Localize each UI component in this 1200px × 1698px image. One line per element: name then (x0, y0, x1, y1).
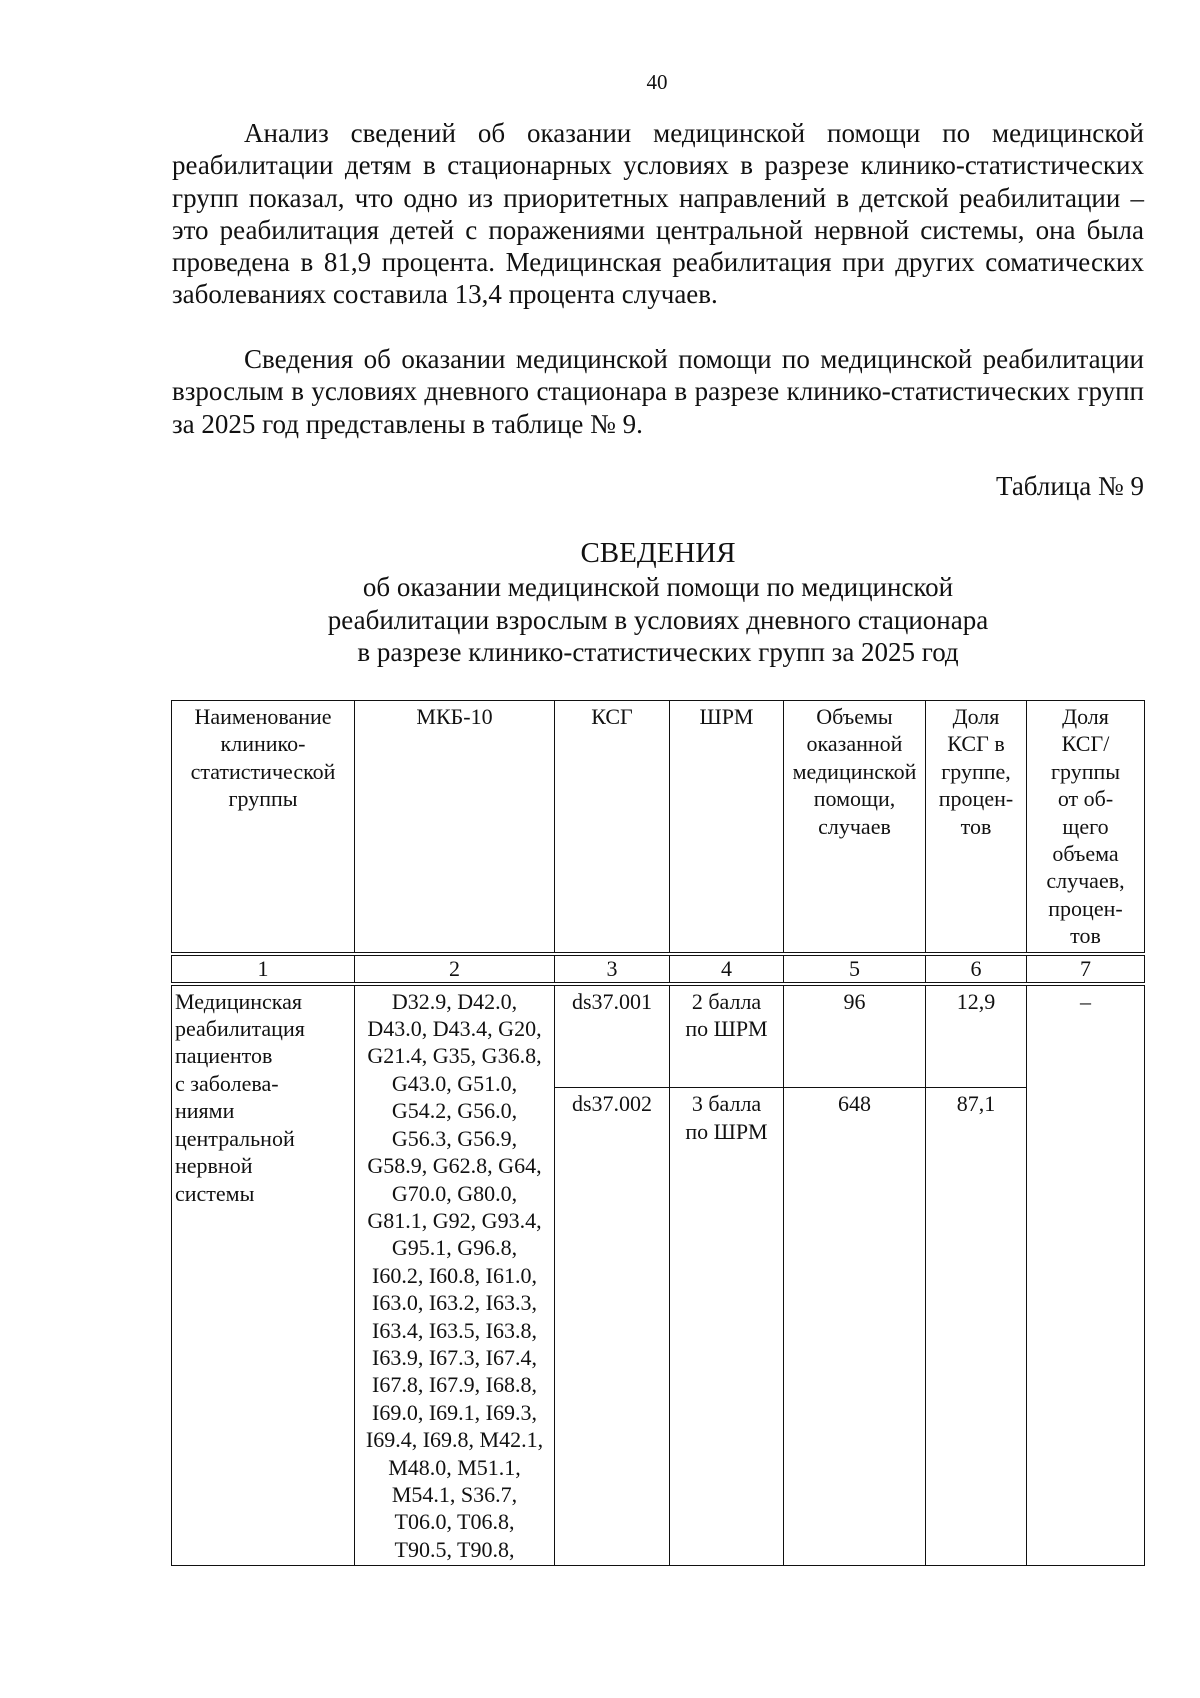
column-number: 5 (784, 954, 926, 984)
header-line: процен- (1048, 895, 1123, 921)
column-number: 2 (355, 954, 555, 984)
mkb-code-line: G21.4, G35, G36.8, (367, 1043, 542, 1069)
header-line: МКБ-10 (416, 704, 493, 729)
volume-cell: 648 (784, 1088, 926, 1566)
ksg-cell: ds37.002 (555, 1088, 670, 1566)
header-line: группы (228, 786, 298, 812)
share-in-group-cell: 12,9 (926, 984, 1027, 1088)
table-row (172, 984, 1145, 1088)
table-label: Таблица № 9 (996, 471, 1144, 501)
header-line: случаев (818, 813, 891, 839)
title-line: реабилитации взрослым в условиях дневного стационара (327, 604, 989, 635)
mkb-code-line: G56.3, G56.9, (391, 1125, 518, 1151)
header-line: помощи, (813, 786, 896, 812)
share-in-group-cell: 87,1 (926, 1088, 1027, 1566)
header-line: клинико- (220, 731, 306, 757)
mkb-code-line: I60.2, I60.8, I61.0, (372, 1262, 537, 1288)
mkb-code-line: D32.9, D42.0, (391, 988, 518, 1014)
header-volume (784, 701, 926, 954)
column-number: 7 (1027, 954, 1145, 984)
mkb-code-line: T06.0, T06.8, (394, 1509, 515, 1535)
mkb-code-line: G95.1, G96.8, (391, 1235, 518, 1261)
shrm-line: 3 балла (691, 1091, 762, 1117)
page-number: 40 (646, 70, 668, 94)
header-line: Доля (1062, 704, 1109, 729)
group-name-line: пациентов (175, 1043, 273, 1069)
mkb-code-line: G81.1, G92, G93.4, (367, 1207, 542, 1233)
header-line: статистической (190, 758, 336, 784)
header-row (172, 701, 1145, 954)
header-line: Объемы (816, 704, 893, 729)
header-share-in-group (926, 701, 1027, 954)
mkb-code-line: M54.1, S36.7, (391, 1481, 518, 1507)
header-line: КСГ/ (1061, 731, 1110, 757)
group-name-line: ниями (175, 1098, 235, 1124)
group-name-line: нервной (175, 1153, 253, 1179)
mkb-code-line: I69.4, I69.8, M42.1, (365, 1427, 544, 1453)
column-number: 1 (172, 954, 355, 984)
header-shrm (670, 701, 784, 954)
paragraph-text: Анализ сведений об оказании медицинской помощи по медицинской реабилитации детям в стационарных условиях в разрезе клинико-статистических групп показал, что одно из приоритетных направлений в детской реабилитации – это реабилитация детей с поражениями центральной нервной системы, она была проведена в 81,9 процента. Медицинская реабилитация при других соматических заболеваниях составила 13,4 процента случаев. (172, 118, 1144, 310)
header-share-of-total (1027, 701, 1145, 954)
title-line: в разрезе клинико-статистических групп за 2025 год (357, 637, 959, 667)
title-line: об оказании медицинской помощи по медицинской (362, 572, 954, 602)
rehab-stats-table (171, 700, 1145, 1566)
shrm-cell (670, 1088, 784, 1566)
column-number-row (172, 954, 1145, 984)
table-title (172, 536, 1144, 669)
header-line: тов (1070, 923, 1101, 949)
mkb-code-line: I63.0, I63.2, I63.3, (372, 1290, 537, 1316)
header-line: от об- (1057, 786, 1114, 812)
header-line: КСГ в (947, 731, 1005, 757)
paragraph-text: Сведения об оказании медицинской помощи по медицинской реабилитации взрослым в условиях дневного стационара в разрезе клинико-статистических групп за 2025 год представлены в таблице № 9. (172, 344, 1144, 439)
mkb-codes-cell (355, 984, 555, 1566)
header-line: случаев, (1046, 868, 1125, 894)
volume-cell: 96 (784, 984, 926, 1088)
shrm-line: по ШРМ (685, 1016, 768, 1042)
column-number: 4 (670, 954, 784, 984)
header-line: КСГ (591, 704, 633, 729)
header-line: Наименование (194, 704, 332, 729)
column-number: 6 (926, 954, 1027, 984)
header-line: процен- (938, 786, 1014, 812)
mkb-code-line: I69.0, I69.1, I69.3, (372, 1399, 537, 1425)
group-name-line: центральной (175, 1125, 295, 1151)
mkb-code-line: G43.0, G51.0, (391, 1070, 518, 1096)
intro-paragraph (172, 117, 1144, 311)
mkb-code-line: G58.9, G62.8, G64, (367, 1153, 542, 1179)
group-name-line: реабилитация (175, 1016, 305, 1042)
header-line: медицинской (792, 758, 917, 784)
title-main: СВЕДЕНИЯ (580, 537, 736, 569)
mkb-code-line: I63.9, I67.3, I67.4, (372, 1344, 537, 1370)
header-line: щего (1062, 813, 1109, 839)
mkb-code-line: D43.0, D43.4, G20, (367, 1016, 542, 1042)
header-line: тов (960, 813, 992, 839)
header-line: оказанной (806, 731, 903, 757)
header-line: ШРМ (699, 704, 754, 729)
header-ksg (555, 701, 670, 954)
mkb-code-line: I63.4, I63.5, I63.8, (372, 1317, 537, 1343)
group-name-cell (172, 984, 355, 1566)
shrm-cell (670, 984, 784, 1088)
header-line: Доля (952, 704, 1000, 729)
column-number: 3 (555, 954, 670, 984)
header-mkb10 (355, 701, 555, 954)
table-reference-paragraph (172, 343, 1144, 440)
mkb-code-line: M48.0, M51.1, (388, 1454, 521, 1480)
shrm-line: 2 балла (691, 988, 762, 1014)
header-line: группе, (941, 758, 1011, 784)
mkb-code-line: I67.8, I67.9, I68.8, (372, 1372, 537, 1398)
mkb-code-line: G70.0, G80.0, (391, 1180, 518, 1206)
shrm-line: по ШРМ (685, 1118, 768, 1144)
group-name-line: системы (175, 1180, 255, 1206)
group-name-line: Медицинская (175, 988, 303, 1014)
mkb-code-line: T90.5, T90.8, (394, 1536, 515, 1562)
share-of-total-cell: – (1027, 984, 1145, 1566)
mkb-code-line: G54.2, G56.0, (391, 1098, 518, 1124)
group-name-line: с заболева- (175, 1070, 279, 1096)
header-line: группы (1050, 758, 1121, 784)
ksg-cell: ds37.001 (555, 984, 670, 1088)
header-line: объема (1052, 841, 1119, 867)
header-group-name (172, 701, 355, 954)
